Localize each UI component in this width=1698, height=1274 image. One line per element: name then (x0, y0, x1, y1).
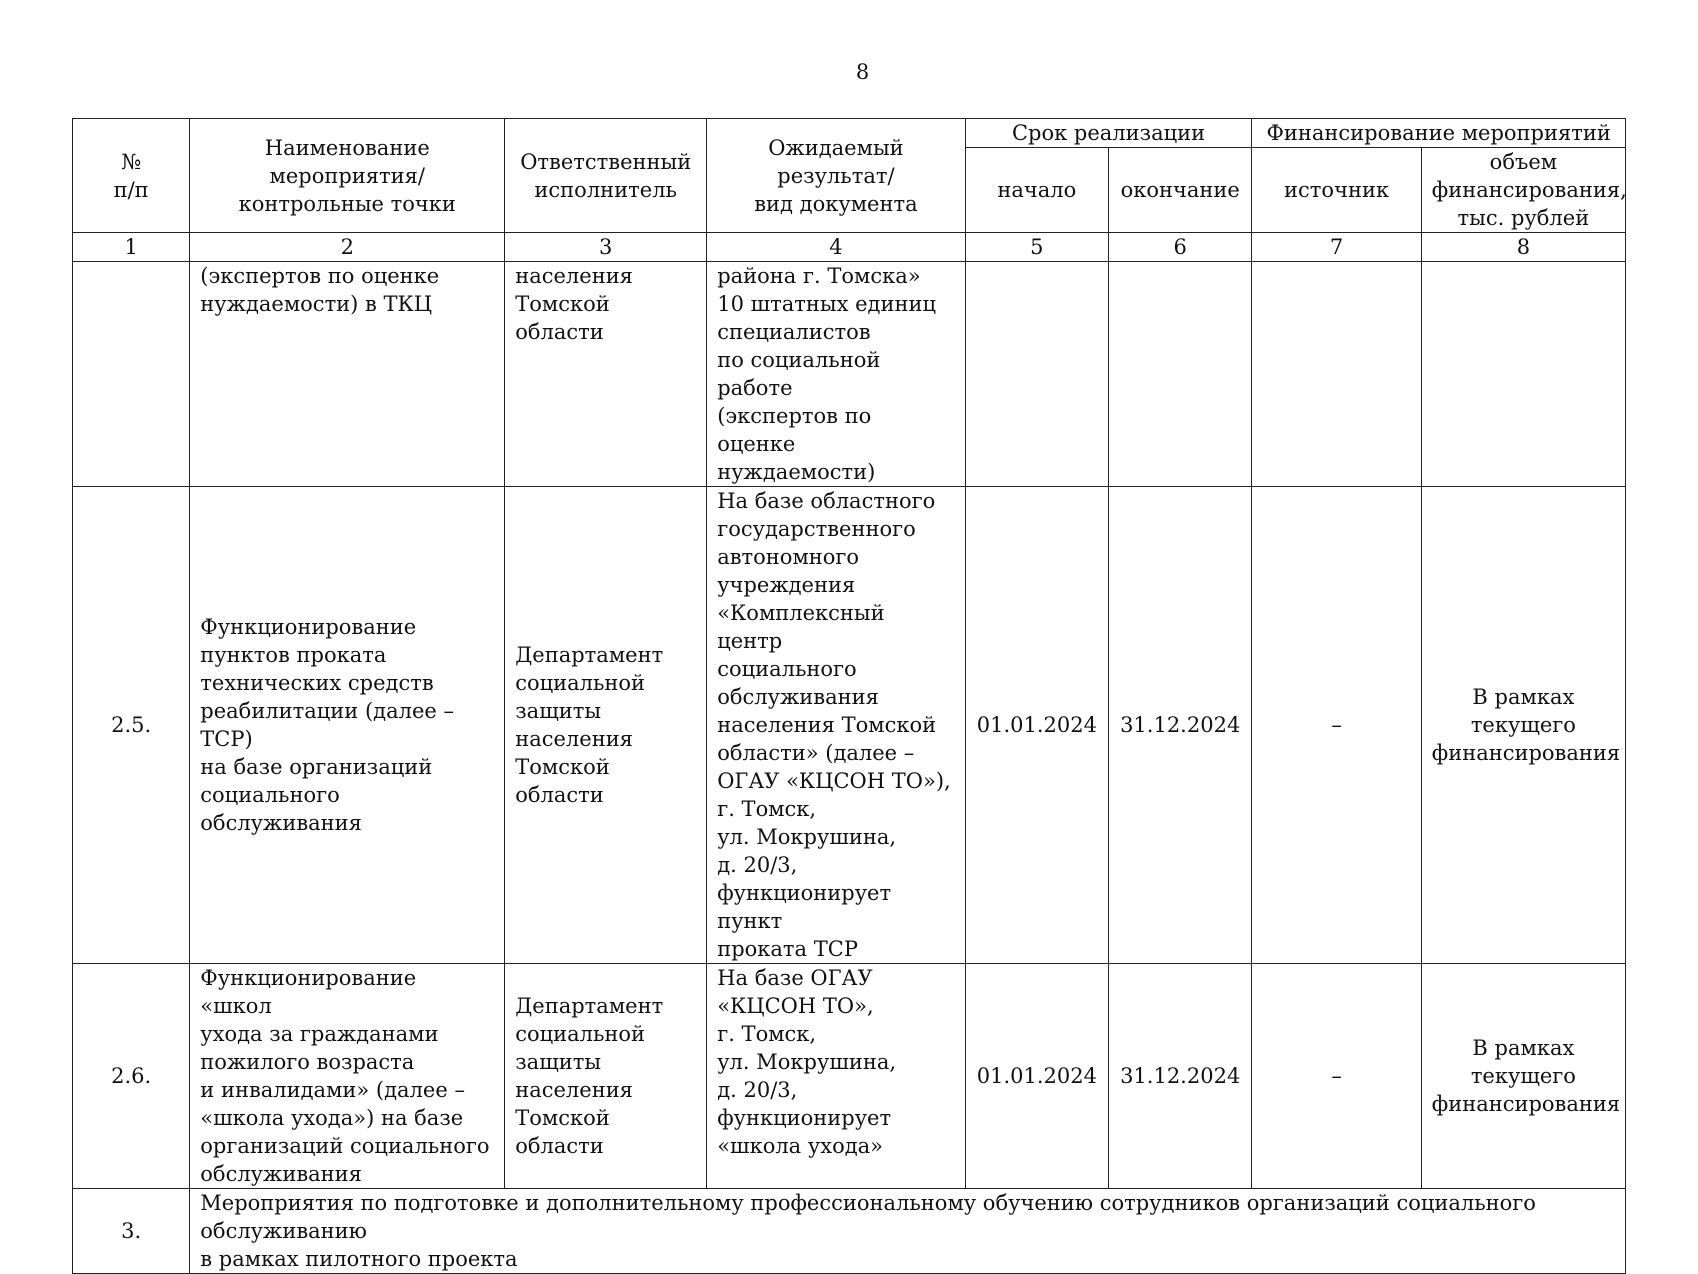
executor: Департамент социальной защиты населения Томской области (505, 487, 707, 964)
executor: населения Томской области (505, 262, 707, 487)
start-date (965, 262, 1108, 487)
funding-source: – (1252, 964, 1421, 1189)
row-number (73, 262, 190, 487)
funding-source (1252, 262, 1421, 487)
row-number: 2.6. (73, 964, 190, 1189)
table-row (73, 262, 1626, 487)
col-number: 7 (1252, 233, 1421, 262)
funding-volume: В рамках текущего финансирования (1421, 964, 1625, 1189)
header-source: источник (1252, 148, 1421, 233)
activity-name: Функционирование пунктов проката технических средств реабилитации (далее – ТСР) на базе организаций социального обслуживания (190, 487, 505, 964)
funding-source: – (1252, 487, 1421, 964)
col-number: 2 (190, 233, 505, 262)
end-date: 31.12.2024 (1109, 487, 1252, 964)
header-executor: Ответственный исполнитель (505, 119, 707, 233)
activity-name: (экспертов по оценке нуждаемости) в ТКЦ (190, 262, 505, 487)
page-number: 8 (855, 60, 870, 84)
executor: Департамент социальной защиты населения Томской области (505, 964, 707, 1189)
row-number: 2.5. (73, 487, 190, 964)
header-start: начало (965, 148, 1108, 233)
activities-table (72, 118, 1626, 1274)
end-date: 31.12.2024 (1109, 964, 1252, 1189)
expected-result: На базе областного государственного автономного учреждения «Комплексный центр социального обслуживания населения Томской области» (далее – ОГАУ «КЦСОН ТО»), г. Томск, ул. Мокрушина, д. 20/3, функционирует пункт проката ТСР (707, 487, 965, 964)
col-number: 3 (505, 233, 707, 262)
col-number: 1 (73, 233, 190, 262)
start-date: 01.01.2024 (965, 487, 1108, 964)
header-end: окончание (1109, 148, 1252, 233)
header-term-group: Срок реализации (965, 119, 1252, 148)
header-volume: объем финансирования, тыс. рублей (1421, 148, 1625, 233)
section-title: Мероприятия по подготовке и дополнительному профессиональному обучению сотрудников организаций социального обслуживанию в рамках пилотного проекта (190, 1189, 1626, 1274)
header-result: Ожидаемый результат/ вид документа (707, 119, 965, 233)
expected-result: района г. Томска» 10 штатных единиц специалистов по социальной работе (экспертов по оценке нуждаемости) (707, 262, 965, 487)
section-row (73, 1189, 1626, 1274)
col-number: 6 (1109, 233, 1252, 262)
section-number: 3. (73, 1189, 190, 1274)
column-number-row (73, 233, 1626, 262)
funding-volume (1421, 262, 1625, 487)
col-number: 8 (1421, 233, 1625, 262)
activity-name: Функционирование «школ ухода за гражданами пожилого возраста и инвалидами» (далее – «школа ухода») на базе организаций социального обслуживания (190, 964, 505, 1189)
end-date (1109, 262, 1252, 487)
col-number: 5 (965, 233, 1108, 262)
table-row (73, 487, 1626, 964)
header-name: Наименование мероприятия/ контрольные точки (190, 119, 505, 233)
header-financing-group: Финансирование мероприятий (1252, 119, 1626, 148)
funding-volume: В рамках текущего финансирования (1421, 487, 1625, 964)
col-number: 4 (707, 233, 965, 262)
header-no: № п/п (73, 119, 190, 233)
start-date: 01.01.2024 (965, 964, 1108, 1189)
table-row (73, 964, 1626, 1189)
expected-result: На базе ОГАУ «КЦСОН ТО», г. Томск, ул. Мокрушина, д. 20/3, функционирует «школа ухода» (707, 964, 965, 1189)
